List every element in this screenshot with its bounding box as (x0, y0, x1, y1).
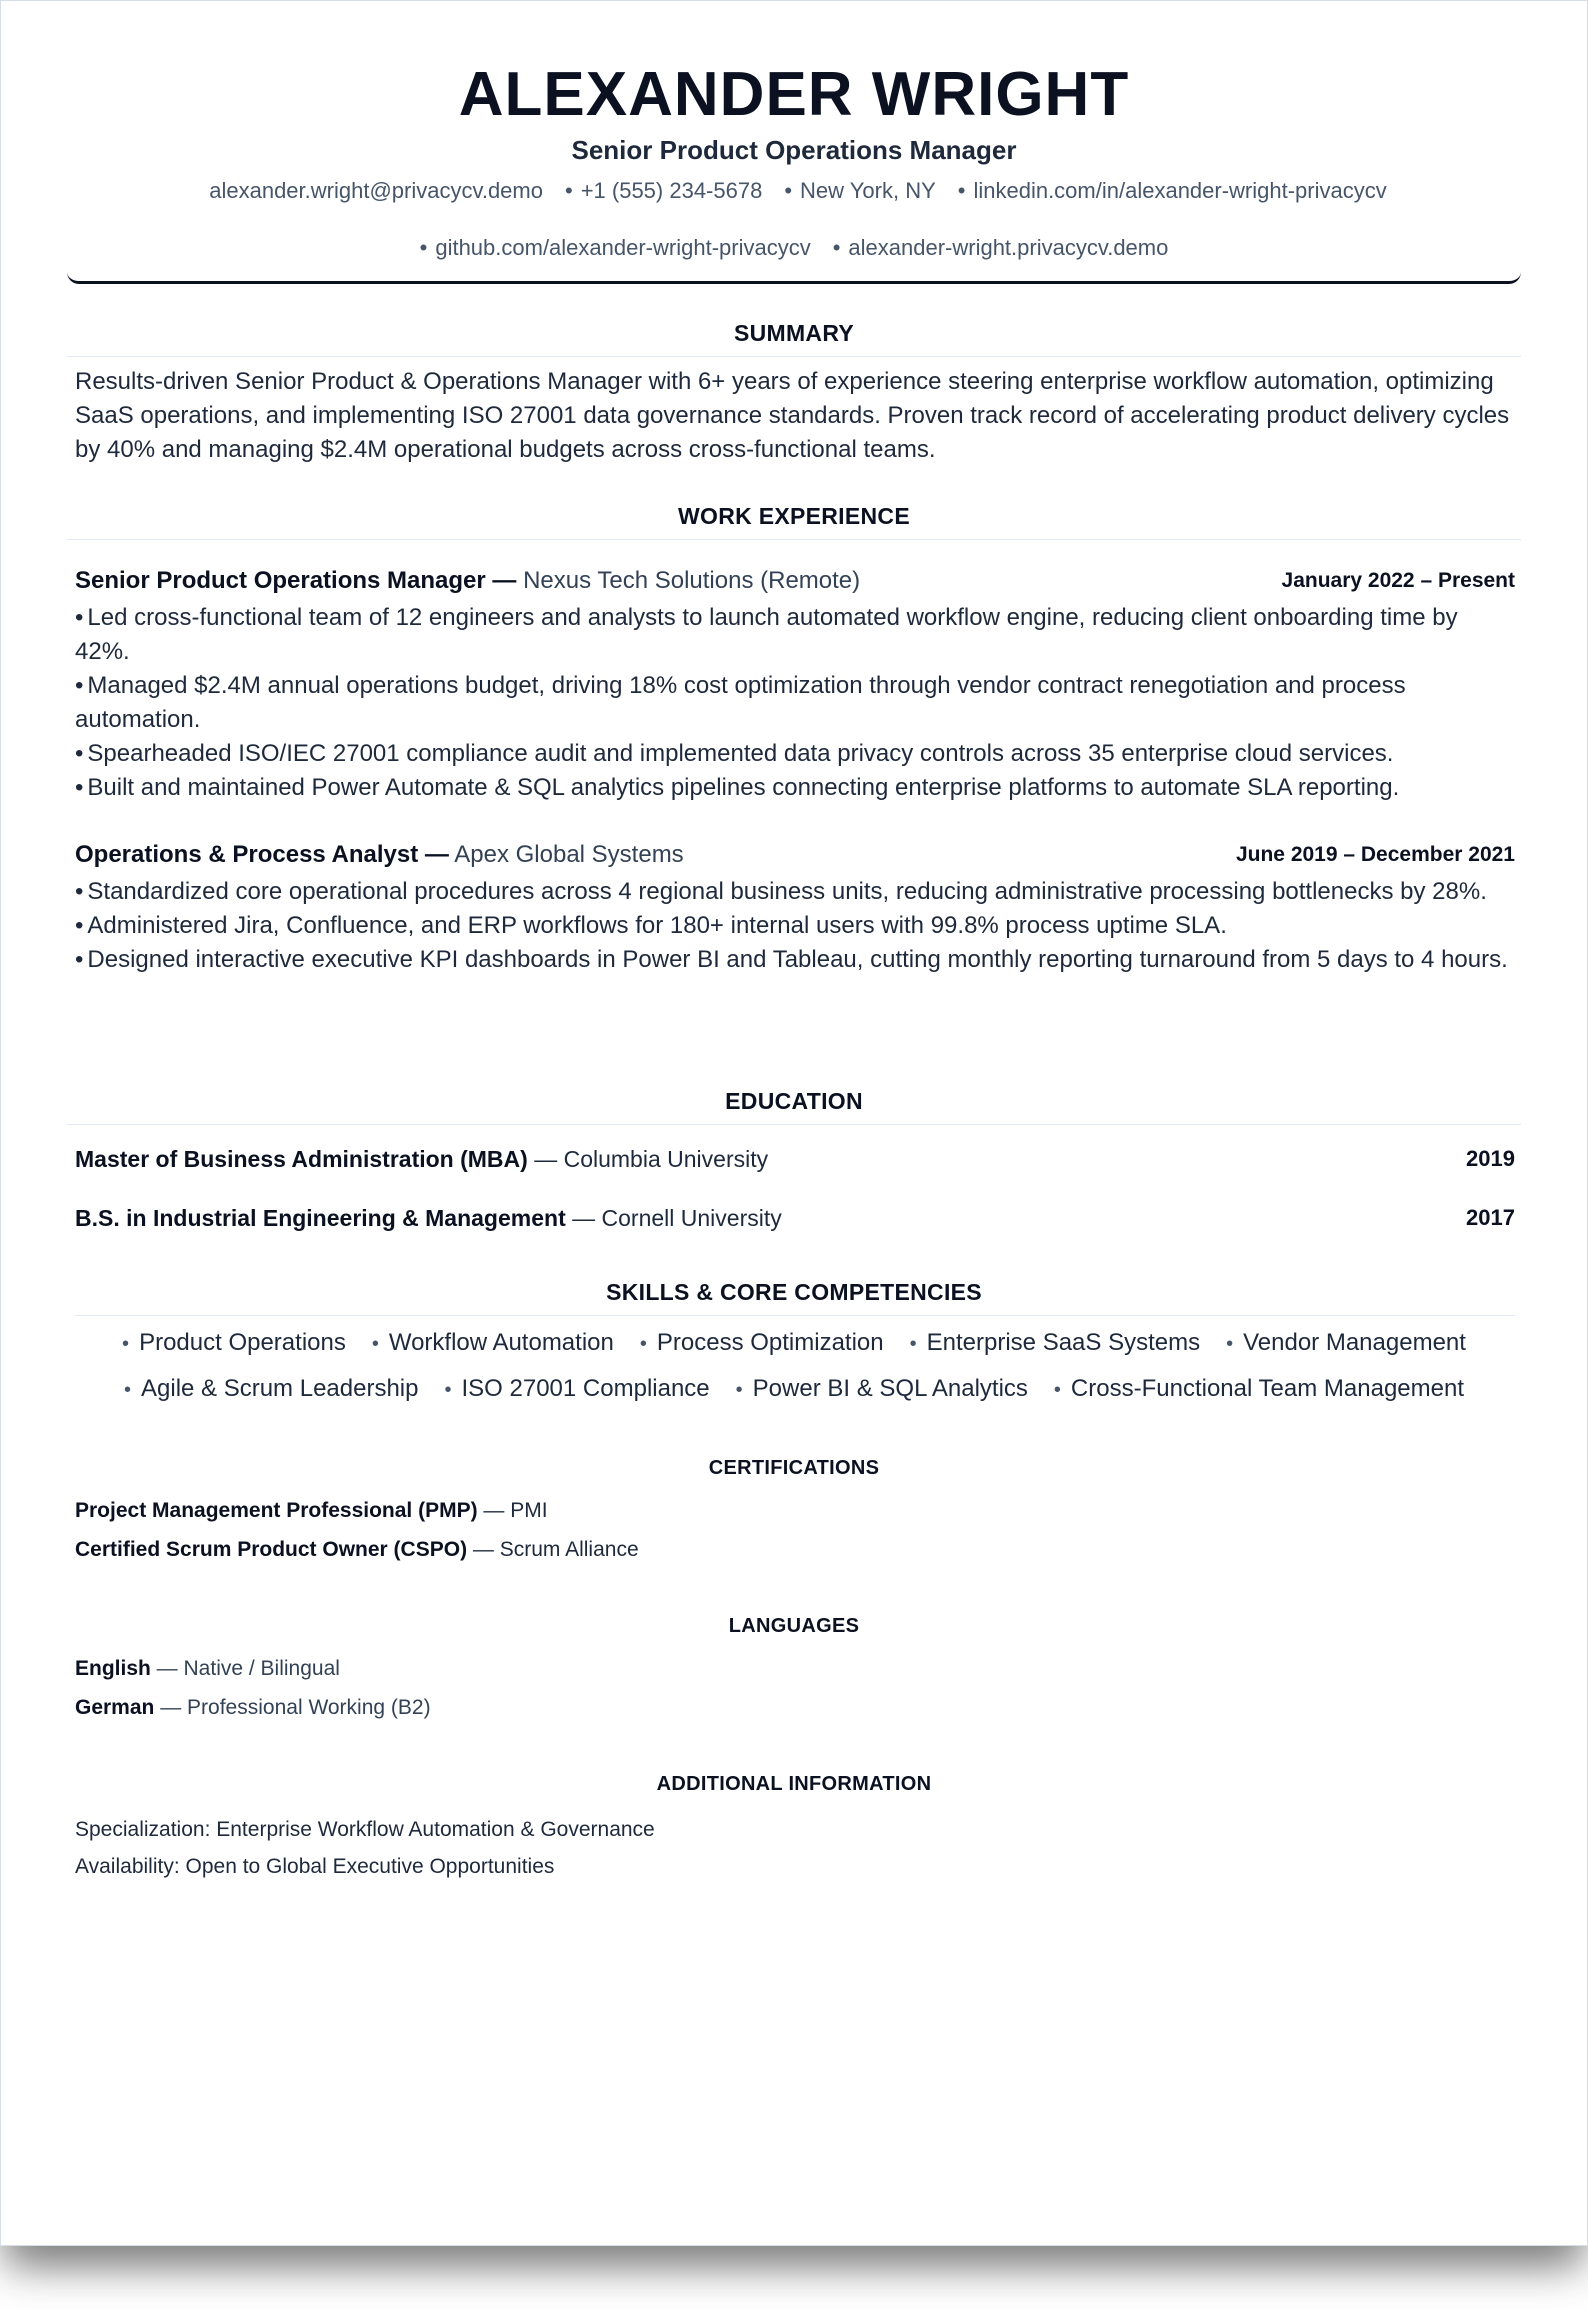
certification-issuer: — PMI (477, 1499, 548, 1522)
additional-line: Specialization: Enterprise Workflow Automation & Governance (75, 1818, 655, 1841)
skills-heading: SKILLS & CORE COMPETENCIES (606, 1279, 982, 1305)
job-role: Senior Product Operations Manager — (75, 567, 517, 594)
job-bullet: • Designed interactive executive KPI dashboards in Power BI and Tableau, cutting monthly reporting turnaround from 5 days to 4 hours. (75, 946, 1508, 973)
education-item (75, 1202, 1515, 1234)
skill-item: • Power BI & SQL Analytics (735, 1375, 1028, 1402)
skill-item: • Vendor Management (1226, 1329, 1466, 1356)
job-bullets (75, 875, 1515, 977)
language-name: German (75, 1696, 155, 1719)
job-company: Apex Global Systems (454, 841, 684, 868)
skill-item: • Agile & Scrum Leadership (123, 1375, 419, 1402)
skills-row-2 (67, 1373, 1521, 1406)
skill-item: • ISO 27001 Compliance (444, 1375, 710, 1402)
skills-row-1 (67, 1327, 1521, 1360)
job-bullet: • Led cross-functional team of 12 engineers and analysts to launch automated workflow engine, reducing client onboarding time by 42%. (75, 604, 1458, 665)
summary-heading: SUMMARY (733, 320, 855, 346)
job-bullet: • Standardized core operational procedures across 4 regional business units, reducing administrative processing bottlenecks by 28%. (75, 878, 1487, 905)
contact-website[interactable]: • alexander-wright.privacycv.demo (832, 235, 1169, 260)
education-item (75, 1143, 1515, 1175)
languages-heading: LANGUAGES (728, 1615, 860, 1637)
language-level: — Professional Working (B2) (154, 1696, 431, 1719)
summary-divider (67, 356, 1521, 357)
language-name: English (75, 1657, 151, 1680)
candidate-title: Senior Product Operations Manager (571, 135, 1017, 165)
education-heading: EDUCATION (725, 1088, 863, 1114)
certification-name: Certified Scrum Product Owner (CSPO) (75, 1538, 468, 1561)
education-year: 2017 (1466, 1205, 1515, 1230)
experience-divider (67, 539, 1521, 540)
education-school: — Cornell University (565, 1205, 782, 1231)
education-degree: B.S. in Industrial Engineering & Management (75, 1205, 566, 1231)
job-dates: January 2022 – Present (1281, 569, 1515, 592)
contact-row-2 (67, 234, 1521, 262)
job-company: Nexus Tech Solutions (Remote) (523, 567, 861, 594)
job-bullet: • Built and maintained Power Automate & SQL analytics pipelines connecting enterprise platforms to automate SLA reporting. (75, 774, 1400, 801)
job-bullet: • Managed $2.4M annual operations budget, driving 18% cost optimization through vendor contract renegotiation and process automation. (75, 672, 1406, 733)
certification-name: Project Management Professional (PMP) (75, 1499, 478, 1522)
contact-linkedin[interactable]: • linkedin.com/in/alexander-wright-privacycv (957, 178, 1387, 203)
certification-issuer: — Scrum Alliance (467, 1538, 639, 1561)
education-degree: Master of Business Administration (MBA) (75, 1146, 528, 1172)
contact-github[interactable]: • github.com/alexander-wright-privacycv (419, 235, 811, 260)
additional-line: Availability: Open to Global Executive Opportunities (75, 1855, 555, 1878)
language-item (75, 1655, 340, 1683)
skills-divider (75, 1315, 1515, 1316)
job-bullets (75, 601, 1515, 805)
summary-text: Results-driven Senior Product & Operations Manager with 6+ years of experience steering enterprise workflow automation, optimizing SaaS operations, and implementing ISO 27001 data governance standards. Proven track record of accelerating product delivery cycles by 40% and managing $2.4M operational budgets across cross-functional teams. (75, 368, 1510, 463)
education-school: — Columbia University (527, 1146, 769, 1172)
language-item (75, 1694, 431, 1722)
certifications-heading: CERTIFICATIONS (708, 1457, 880, 1479)
candidate-name: ALEXANDER WRIGHT (458, 60, 1130, 129)
experience-heading: WORK EXPERIENCE (678, 503, 910, 529)
job-header (75, 565, 1515, 597)
job-header (75, 839, 1515, 871)
job-role: Operations & Process Analyst — (75, 841, 449, 868)
header-divider (67, 269, 1521, 284)
contact-phone[interactable]: • +1 (555) 234-5678 (564, 178, 763, 203)
contact-email[interactable]: alexander.wright@privacycv.demo (209, 178, 543, 203)
job-dates: June 2019 – December 2021 (1235, 843, 1515, 866)
job-bullet: • Spearheaded ISO/IEC 27001 compliance audit and implemented data privacy controls across 35 enterprise cloud services. (75, 740, 1394, 767)
contact-location: • New York, NY (784, 178, 936, 203)
contact-row-1 (67, 177, 1521, 205)
job-bullet: • Administered Jira, Confluence, and ERP workflows for 180+ internal users with 99.8% process uptime SLA. (75, 912, 1227, 939)
certification-item (75, 1497, 548, 1525)
education-year: 2019 (1466, 1146, 1515, 1171)
skill-item: • Workflow Automation (371, 1329, 614, 1356)
additional-heading: ADDITIONAL INFORMATION (656, 1773, 932, 1795)
skill-item: • Product Operations (122, 1329, 346, 1356)
skill-item: • Cross-Functional Team Management (1053, 1375, 1464, 1402)
skill-item: • Process Optimization (639, 1329, 884, 1356)
skill-item: • Enterprise SaaS Systems (909, 1329, 1201, 1356)
certification-item (75, 1536, 639, 1564)
education-divider (67, 1124, 1521, 1125)
language-level: — Native / Bilingual (150, 1657, 340, 1680)
